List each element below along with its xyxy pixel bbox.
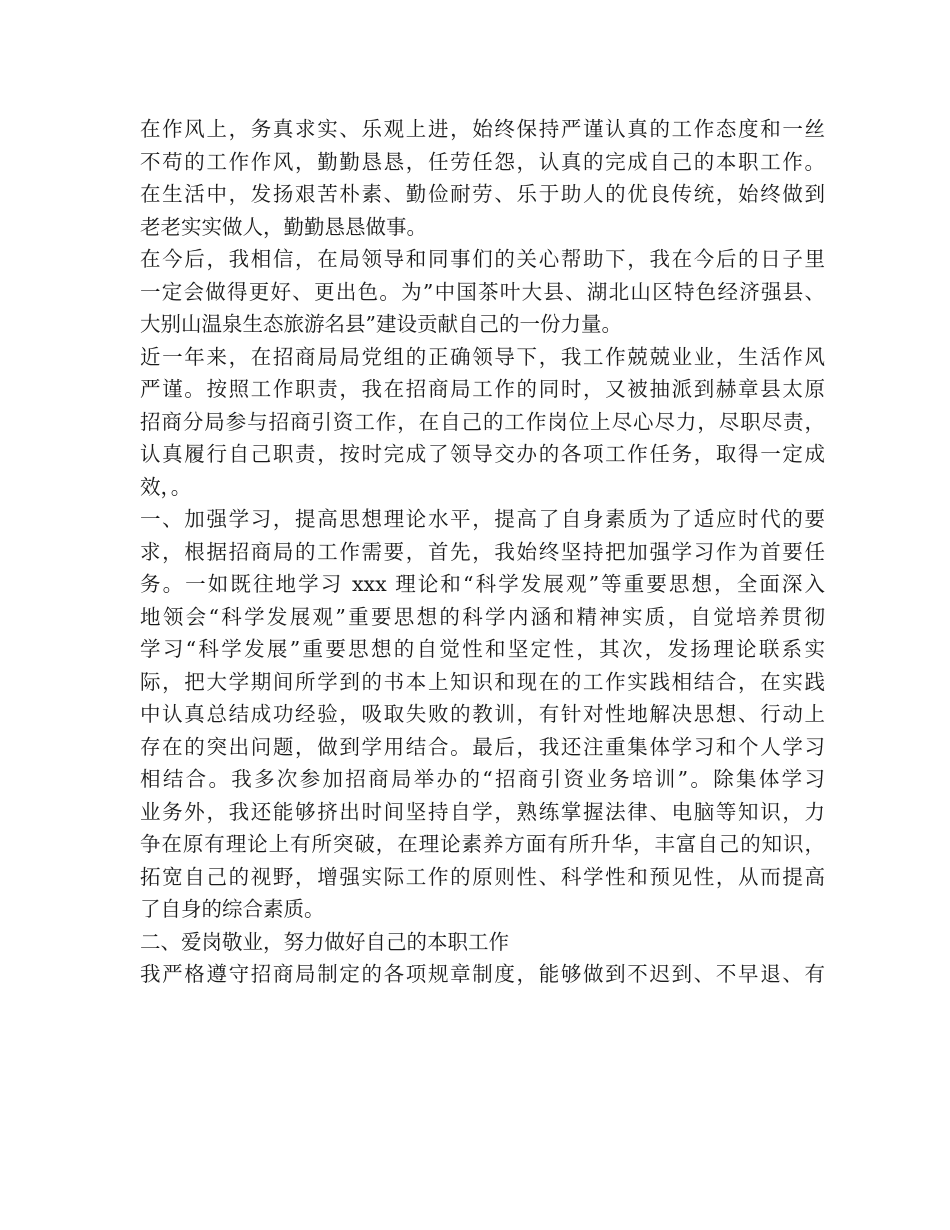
text-line: 业务外，我还能够挤出时间坚持自学，熟练掌握法律、电脑等知识，力 <box>140 799 825 824</box>
text-line: 争在原有理论上有所突破，在理论素养方面有所升华，丰富自己的知识， <box>140 832 825 856</box>
document-body <box>140 113 825 991</box>
text-line: 不苟的工作作风，勤勤恳恳，任劳任怨，认真的完成自己的本职工作。 <box>140 149 825 174</box>
text-line: 务。一如既往地学习 xxx 理论和“科学发展观”等重要思想，全面深入 <box>140 572 825 596</box>
text-line: 际，把大学期间所学到的书本上知识和现在的工作实践相结合，在实践 <box>140 669 825 694</box>
text-line: 二、爱岗敬业，努力做好自己的本职工作 <box>140 929 509 954</box>
text-line: 相结合。我多次参加招商局举办的“招商引资业务培训”。除集体学习 <box>140 767 825 791</box>
text-line: 大别山温泉生态旅游名县”建设贡献自己的一份力量。 <box>140 312 622 336</box>
text-line: 学习“科学发展”重要思想的自觉性和坚定性，其次，发扬理论联系实 <box>140 637 825 661</box>
text-line: 老老实实做人，勤勤恳恳做事。 <box>140 214 427 239</box>
text-line: 存在的突出问题，做到学用结合。最后，我还注重集体学习和个人学习 <box>140 734 825 759</box>
text-line: 严谨。按照工作职责，我在招商局工作的同时，又被抽派到赫章县太原 <box>140 377 825 401</box>
text-line: 我严格遵守招商局制定的各项规章制度，能够做到不迟到、不早退、有 <box>140 962 825 986</box>
text-line: 了自身的综合素质。 <box>140 897 325 921</box>
text-line: 拓宽自己的视野，增强实际工作的原则性、科学性和预见性，从而提高 <box>140 864 825 889</box>
text-line: 一、加强学习，提高思想理论水平，提高了自身素质为了适应时代的要 <box>140 507 825 531</box>
text-line: 求，根据招商局的工作需要，首先，我始终坚持把加强学习作为首要任 <box>140 539 825 564</box>
text-line: 招商分局参与招商引资工作，在自己的工作岗位上尽心尽力，尽职尽责， <box>140 409 825 434</box>
text-line: 在今后，我相信，在局领导和同事们的关心帮助下，我在今后的日子里 <box>140 247 825 271</box>
text-line: 效，。 <box>140 474 192 499</box>
text-line: 在生活中，发扬艰苦朴素、勤俭耐劳、乐于助人的优良传统，始终做到 <box>140 182 825 206</box>
text-line: 认真履行自己职责，按时完成了领导交办的各项工作任务，取得一定成 <box>140 442 825 466</box>
text-line: 中认真总结成功经验，吸取失败的教训，有针对性地解决思想、行动上 <box>140 702 825 726</box>
text-line: 近一年来，在招商局局党组的正确领导下，我工作兢兢业业，生活作风 <box>140 344 825 369</box>
text-line: 地领会“科学发展观”重要思想的科学内涵和精神实质，自觉培养贯彻 <box>140 604 825 629</box>
text-line: 在作风上，务真求实、乐观上进，始终保持严谨认真的工作态度和一丝 <box>140 117 825 141</box>
text-line: 一定会做得更好、更出色。为”中国茶叶大县、湖北山区特色经济强县、 <box>140 279 825 304</box>
